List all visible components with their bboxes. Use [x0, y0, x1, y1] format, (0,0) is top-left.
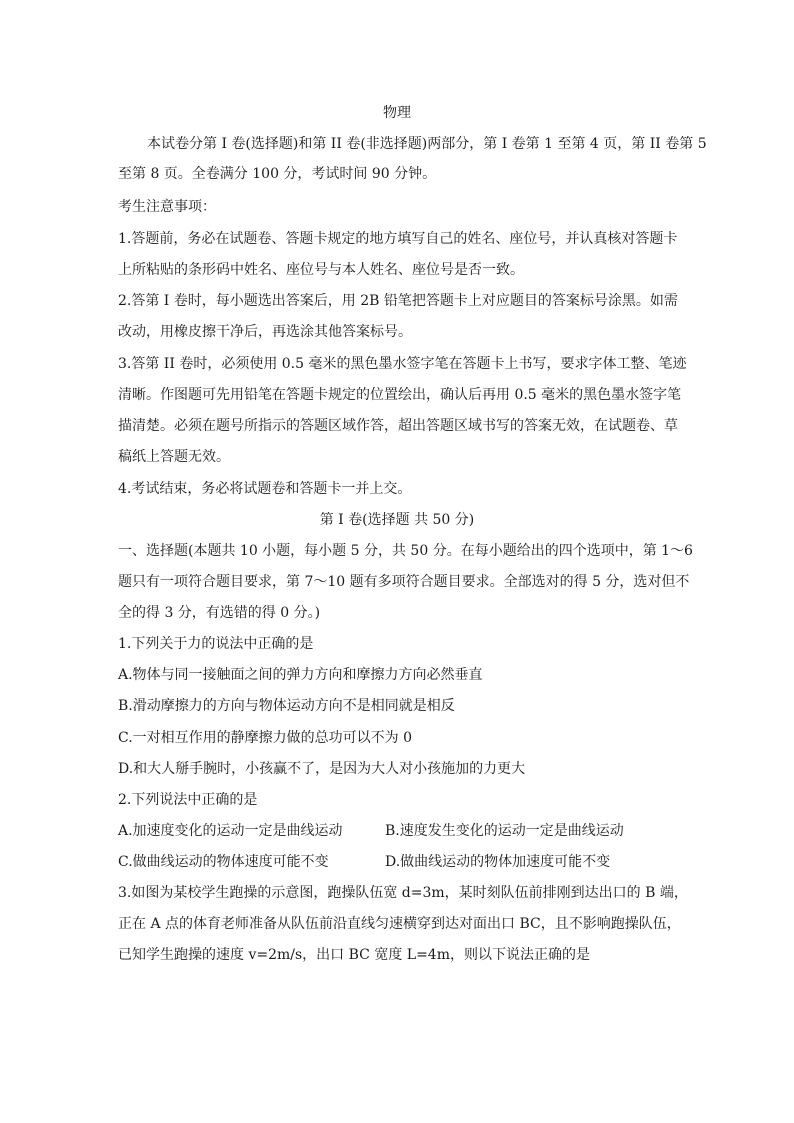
- section-intro-line: 题只有一项符合题目要求，第 7～10 题有多项符合题目要求。全部选对的得 5 分，选对但不: [118, 574, 690, 590]
- question-1-option-d: D.和大人掰手腕时，小孩赢不了，是因为大人对小孩施加的力更大: [118, 761, 526, 777]
- intro-line-2: 至第 8 页。全卷满分 100 分，考试时间 90 分钟。: [118, 166, 437, 182]
- notice-heading: 考生注意事项：: [118, 199, 216, 215]
- notice-line: 上所粘贴的条形码中姓名、座位号与本人姓名、座位号是否一致。: [118, 262, 524, 278]
- notice-line: 1.答题前，务必在试题卷、答题卡规定的地方填写自己的姓名、座位号，并认真核对答题卡: [118, 231, 678, 247]
- notice-line: 改动，用橡皮擦干净后，再选涂其他答案标号。: [118, 324, 412, 340]
- question-2-stem: 2.下列说法中正确的是: [118, 792, 258, 808]
- notice-line: 描清楚。必须在题号所指示的答题区域作答，超出答题区域书写的答案无效，在试题卷、草: [118, 418, 678, 434]
- question-1-option-a: A.物体与同一接触面之间的弹力方向和摩擦力方向必然垂直: [118, 667, 483, 683]
- section-title: 第 I 卷(选择题 共 50 分): [319, 512, 475, 528]
- question-1-option-b: B.滑动摩擦力的方向与物体运动方向不是相同就是相反: [118, 698, 455, 714]
- question-1-stem: 1.下列关于力的说法中正确的是: [118, 636, 314, 652]
- question-2-option-d: D.做曲线运动的物体加速度可能不变: [385, 854, 611, 870]
- section-intro-line: 一、选择题(本题共 10 小题，每小题 5 分，共 50 分。在每小题给出的四个选项中，第 1～6: [118, 543, 693, 559]
- notice-line: 稿纸上答题无效。: [118, 449, 230, 465]
- question-2-option-a: A.加速度变化的运动一定是曲线运动: [118, 823, 343, 839]
- page-title: 物理: [383, 105, 411, 121]
- intro-line-1: 本试卷分第 I 卷(选择题)和第 II 卷(非选择题)两部分，第 I 卷第 1 至第 4 页，第 II 卷第 5: [147, 136, 707, 152]
- question-3-stem-line: 3.如图为某校学生跑操的示意图，跑操队伍宽 d=3m，某时刻队伍前排刚到达出口的 B 端，: [118, 885, 688, 901]
- notice-line: 3.答第 II 卷时，必须使用 0.5 毫米的黑色墨水签字笔在答题卡上书写，要求字体工整、笔迹: [118, 356, 687, 372]
- question-1-option-c: C.一对相互作用的静摩擦力做的总功可以不为 0: [118, 730, 413, 746]
- section-intro-line: 全的得 3 分，有选错的得 0 分。): [118, 605, 321, 621]
- notice-line: 清晰。作图题可先用铅笔在答题卡规定的位置绘出，确认后再用 0.5 毫米的黑色墨水签字笔: [118, 387, 682, 403]
- question-2-option-b: B.速度发生变化的运动一定是曲线运动: [385, 823, 624, 839]
- notice-line: 2.答第 I 卷时，每小题选出答案后，用 2B 铅笔把答题卡上对应题目的答案标号涂黑。如需: [118, 293, 678, 309]
- question-3-stem-line: 正在 A 点的体育老师准备从队伍前沿直线匀速横穿到达对面出口 BC，且不影响跑操队伍，: [118, 916, 681, 932]
- notice-line: 4.考试结束，务必将试题卷和答题卡一并上交。: [118, 481, 412, 497]
- question-2-option-c: C.做曲线运动的物体速度可能不变: [118, 854, 329, 870]
- question-3-stem-line: 已知学生跑操的速度 v=2m/s，出口 BC 宽度 L=4m，则以下说法正确的是: [118, 947, 590, 963]
